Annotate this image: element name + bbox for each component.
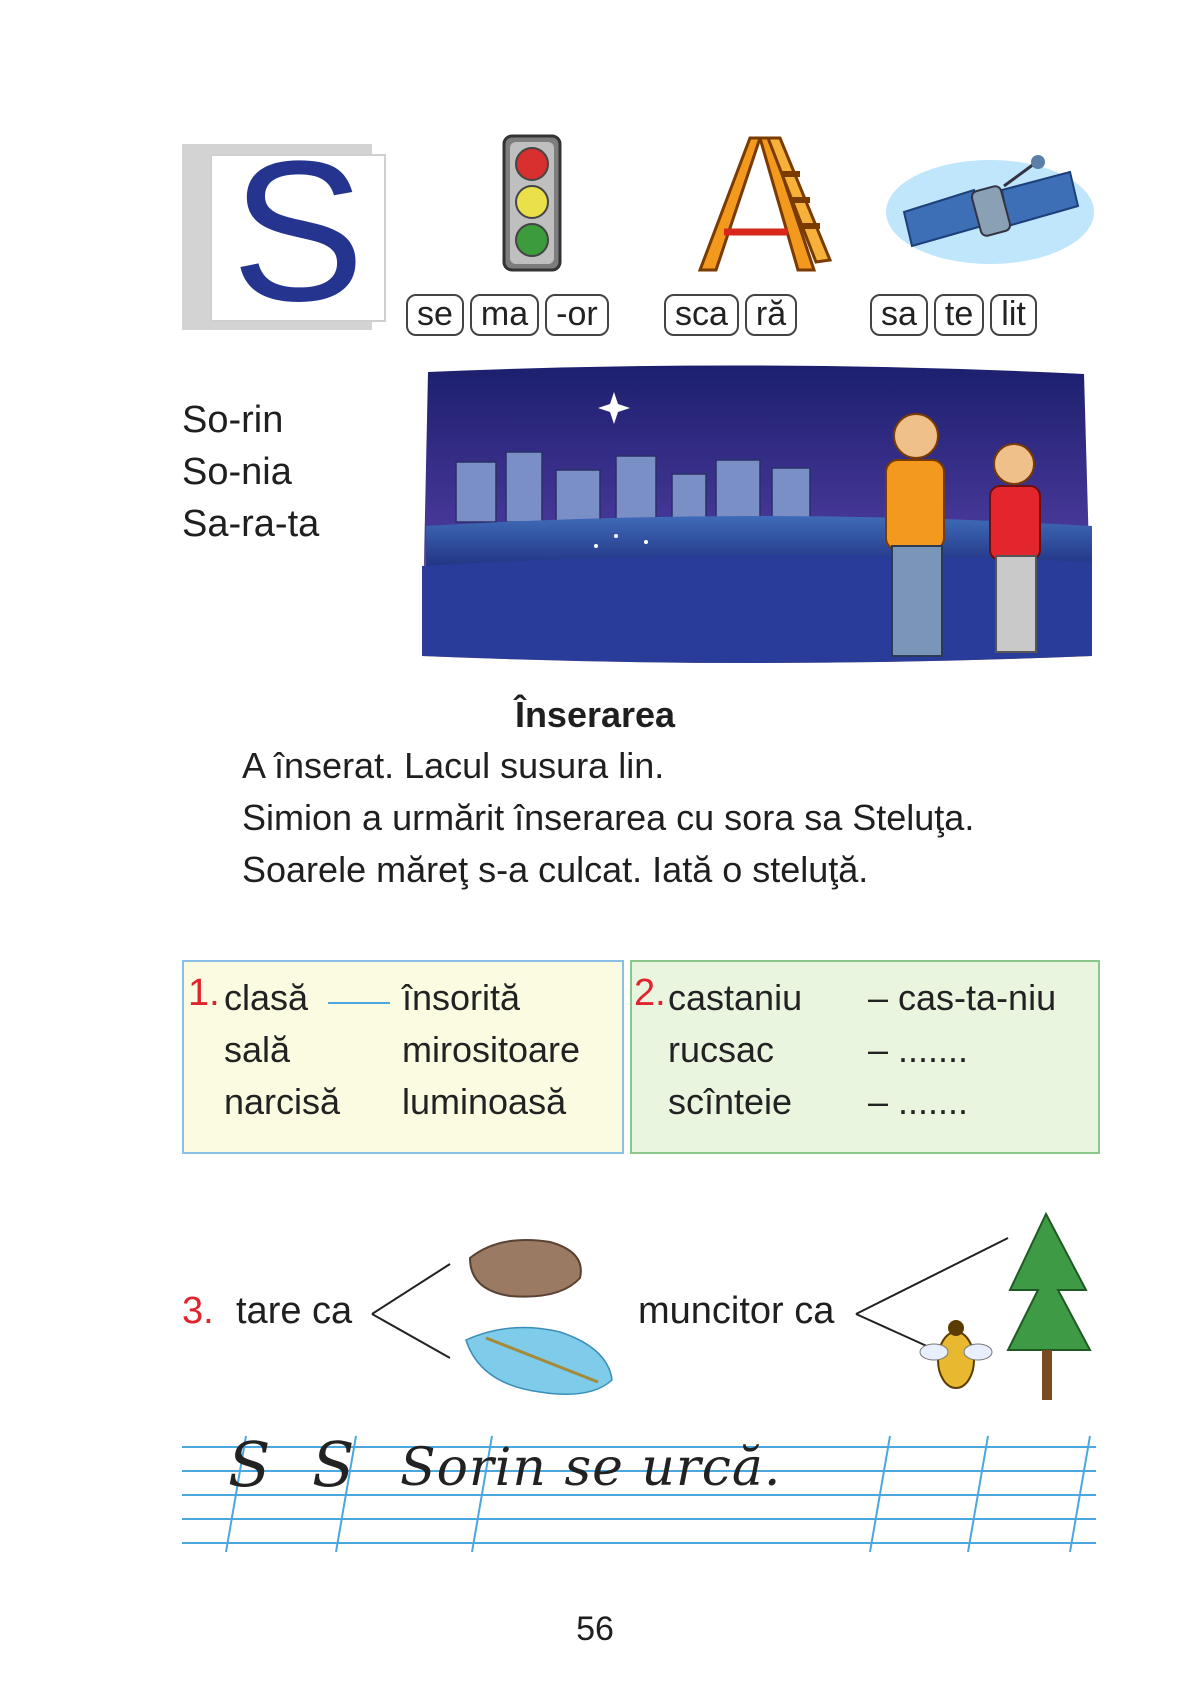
word: clasă: [224, 977, 309, 1018]
exercise-1-right-column: [402, 972, 580, 1128]
syllable-names: [182, 394, 319, 550]
exercise-number: 1.: [188, 972, 220, 1014]
exercise-1-box: [182, 960, 624, 1154]
traffic-light-illustration: [500, 134, 564, 274]
exercise-2-words: [668, 972, 802, 1128]
exercise-3-left-choices: [370, 1230, 670, 1400]
ladder-illustration: [696, 134, 832, 274]
cursive-sentence: Sorin se urcă.: [400, 1438, 782, 1498]
word: mirositoare: [402, 1029, 581, 1070]
story-line: A înserat. Lacul susura lin.: [242, 745, 665, 786]
syllable-chip: sca: [664, 294, 739, 336]
answer: – .......: [868, 1029, 969, 1070]
page-number: 56: [576, 1610, 614, 1648]
syllable-chip: lit: [990, 294, 1037, 336]
answer: – .......: [868, 1081, 969, 1122]
fir-tree-icon: [1008, 1214, 1090, 1400]
word: însorită: [402, 977, 521, 1018]
exercise-2-box: [630, 960, 1100, 1154]
name-sorin: So-rin: [182, 399, 284, 441]
story-line: Simion a urmărit înserarea cu sora sa Steluţa.: [242, 797, 975, 838]
syllable-chip: te: [934, 294, 984, 336]
name-sarata: Sa-ra-ta: [182, 503, 320, 545]
syllable-chip: ma: [470, 294, 539, 336]
connector-line: [328, 1002, 390, 1004]
story-text: [242, 740, 974, 896]
chips-semafor: [406, 294, 609, 336]
evening-lake-illustration: [416, 356, 1096, 672]
story-title: Înserarea: [514, 694, 676, 735]
stone-icon: [470, 1240, 581, 1297]
cursive-letter: S: [312, 1428, 355, 1501]
exercise-number: 2.: [634, 972, 666, 1014]
satellite-illustration: [884, 150, 1096, 266]
name-sonia: So-nia: [182, 451, 292, 493]
big-letter: S: [231, 120, 365, 343]
chips-satelit: [870, 294, 1037, 336]
phrase-muncitor-ca: muncitor ca: [638, 1290, 835, 1332]
word: narcisă: [224, 1081, 341, 1122]
bee-icon: [920, 1320, 992, 1388]
exercise-number: 3.: [182, 1290, 214, 1332]
story-line: Soarele măreţ s-a culcat. Iată o steluţă.: [242, 849, 869, 890]
phrase-tare-ca: tare ca: [236, 1290, 353, 1332]
word: luminoasă: [402, 1081, 567, 1122]
word: rucsac: [668, 1029, 775, 1070]
chips-scara: [664, 294, 797, 336]
syllable-chip: sa: [870, 294, 928, 336]
cursive-letter-traced: S: [228, 1428, 271, 1501]
answer: – cas-ta-niu: [868, 977, 1057, 1018]
syllable-chip: ră: [745, 294, 797, 336]
syllable-chip: -or: [545, 294, 609, 336]
exercise-3-right-choices: [852, 1210, 1096, 1410]
word: scînteie: [668, 1081, 793, 1122]
word: castaniu: [668, 977, 803, 1018]
letter-card: [182, 120, 390, 343]
exercise-2-answers: [868, 972, 1056, 1128]
syllable-chip: se: [406, 294, 464, 336]
word: sală: [224, 1029, 291, 1070]
exercise-1-left-column: [224, 972, 340, 1128]
